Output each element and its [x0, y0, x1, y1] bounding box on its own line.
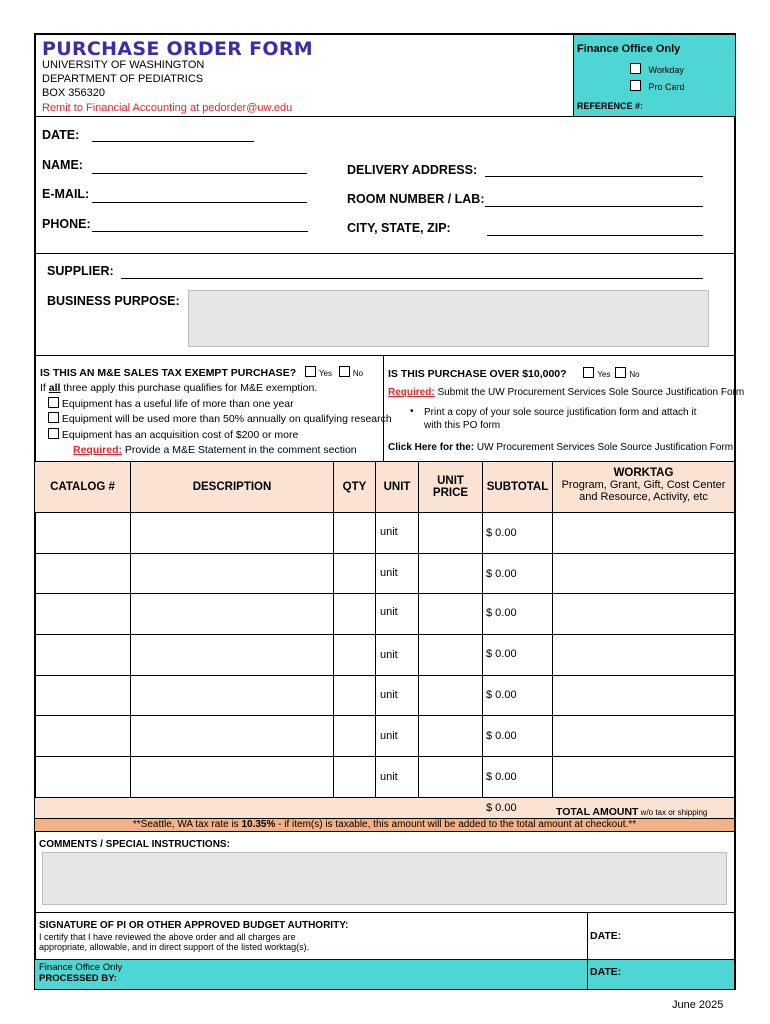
me-yes-label: Yes [318, 369, 333, 378]
criterion-checkbox[interactable] [48, 428, 59, 439]
criterion-checkbox[interactable] [48, 397, 59, 408]
comments-label: COMMENTS / SPECIAL INSTRUCTIONS: [39, 839, 230, 850]
org-name: UNIVERSITY OF WASHINGTON [42, 59, 205, 71]
processed-row [35, 959, 734, 989]
required-text: Submit the UW Procurement Services Sole Source Justification Form [434, 387, 745, 398]
procard-option[interactable] [630, 80, 685, 92]
criterion-checkbox[interactable] [48, 412, 59, 423]
over-required [388, 387, 744, 398]
supplier-field[interactable] [121, 278, 703, 279]
row-divider [35, 593, 734, 594]
me-intro-post: three apply this purchase qualifies for M&E exemption. [60, 382, 318, 394]
me-no-label: No [352, 369, 364, 378]
worktag-title: WORKTAG [613, 467, 674, 479]
row-7-unit[interactable]: unit [380, 771, 398, 783]
over-no-checkbox[interactable] [615, 367, 626, 378]
row-3-unit[interactable]: unit [380, 606, 398, 618]
row-6-unit[interactable]: unit [380, 730, 398, 742]
row-divider [35, 553, 734, 554]
divider [35, 253, 734, 254]
row-7-subtotal: $ 0.00 [486, 771, 517, 783]
total-note: w/o tax or shipping [638, 808, 708, 817]
over-question-text: IS THIS PURCHASE OVER $10,000? [388, 368, 567, 380]
tax-post: - if item(s) is taxable, this amount will be added to the total amount at checkout.** [275, 819, 637, 830]
row-divider [35, 756, 734, 757]
catalog-header: CATALOG # [50, 481, 115, 493]
supplier-label: SUPPLIER: [47, 264, 114, 278]
me-yes-checkbox[interactable] [305, 366, 316, 377]
divider [587, 959, 588, 989]
phone-field[interactable] [92, 231, 308, 232]
date-label: DATE: [42, 128, 80, 142]
unit-header: UNIT [383, 481, 411, 493]
me-intro-pre: If [40, 382, 49, 394]
department: DEPARTMENT OF PEDIATRICS [42, 73, 204, 85]
worktag-subtitle: Program, Grant, Gift, Cost Center and Resource, Activity, etc [561, 479, 726, 503]
subtotal-header: SUBTOTAL [486, 481, 549, 493]
tax-note [35, 819, 734, 831]
over-no-label: No [629, 370, 640, 379]
me-criterion-3[interactable] [48, 428, 298, 441]
over-bullet: Print a copy of your sole source justification form and attach it with this PO form [424, 407, 697, 431]
total-label-text: TOTAL AMOUNT [556, 806, 639, 818]
name-field[interactable] [92, 173, 307, 174]
me-intro [40, 382, 317, 394]
divider [35, 116, 734, 117]
workday-option[interactable] [630, 63, 684, 75]
processed-finance: Finance Office Only [39, 962, 123, 973]
row-6-subtotal: $ 0.00 [486, 730, 517, 742]
click-text: UW Procurement Services Sole Source Justification Form [474, 442, 734, 453]
room-label: ROOM NUMBER / LAB: [347, 192, 485, 206]
row-5-subtotal: $ 0.00 [486, 689, 517, 701]
sole-source-link[interactable] [388, 442, 733, 453]
row-divider [35, 634, 734, 635]
procard-checkbox[interactable] [630, 80, 641, 91]
workday-label: Workday [648, 65, 684, 75]
row-divider [35, 715, 734, 716]
city-field[interactable] [487, 235, 703, 236]
worktag-header [553, 467, 734, 503]
comments-input[interactable] [42, 852, 727, 905]
me-required [73, 444, 357, 456]
required-text: Provide a M&E Statement in the comment section [122, 444, 357, 456]
over-question [388, 367, 640, 380]
me-criterion-1[interactable] [48, 397, 294, 410]
over-yes-label: Yes [597, 370, 611, 379]
row-1-subtotal: $ 0.00 [486, 527, 517, 539]
name-label: NAME: [42, 158, 83, 172]
over-bullet-dot: • [410, 406, 414, 417]
row-2-subtotal: $ 0.00 [486, 568, 517, 580]
delivery-label: DELIVERY ADDRESS: [347, 163, 478, 177]
procard-label: Pro Card [648, 82, 685, 92]
purpose-label: BUSINESS PURPOSE: [47, 294, 180, 308]
row-3-subtotal: $ 0.00 [486, 607, 517, 619]
signature-certify: I certify that I have reviewed the above order and all charges are appropriate, allowable, and in direct support of the listed worktag(s). [39, 932, 310, 952]
divider [383, 355, 384, 461]
column-divider [375, 461, 376, 797]
row-4-unit[interactable]: unit [380, 649, 398, 661]
remit-line: Remit to Financial Accounting at pedorder@uw.edu [42, 102, 293, 114]
row-2-unit[interactable]: unit [380, 567, 398, 579]
column-divider [418, 461, 419, 797]
over-yes-checkbox[interactable] [583, 367, 594, 378]
required-label: Required: [73, 444, 123, 456]
qty-header: QTY [342, 481, 367, 493]
required-label: Required: [388, 387, 435, 398]
me-no-checkbox[interactable] [339, 366, 350, 377]
city-label: CITY, STATE, ZIP: [347, 221, 451, 235]
email-field[interactable] [92, 202, 307, 203]
form-title: PURCHASE ORDER FORM [42, 38, 313, 60]
column-divider [333, 461, 334, 797]
box-number: BOX 356320 [42, 87, 105, 99]
reference-label: REFERENCE #: [577, 101, 644, 111]
tax-pre: **Seattle, WA tax rate is [132, 819, 242, 830]
signature-date-label: DATE: [590, 930, 622, 942]
version-date: June 2025 [672, 999, 724, 1011]
divider [35, 912, 734, 913]
delivery-field[interactable] [485, 176, 703, 177]
tax-rate: 10.35% [241, 819, 276, 830]
email-label: E-MAIL: [42, 187, 90, 201]
signature-title: SIGNATURE OF PI OR OTHER APPROVED BUDGET AUTHORITY: [39, 920, 349, 931]
me-intro-all: all [48, 382, 61, 394]
column-divider [130, 461, 131, 797]
phone-label: PHONE: [42, 217, 91, 231]
workday-checkbox[interactable] [630, 63, 641, 74]
unit-price-header: UNIT PRICE [432, 475, 469, 499]
criterion-label: Equipment has an acquisition cost of $200 or more [61, 429, 299, 441]
click-label: Click Here for the: [388, 442, 475, 453]
row-4-subtotal: $ 0.00 [486, 648, 517, 660]
me-question-text: IS THIS AN M&E SALES TAX EXEMPT PURCHASE? [40, 367, 297, 379]
criterion-label: Equipment has a useful life of more than one year [61, 398, 294, 410]
room-field[interactable] [485, 206, 703, 207]
divider [35, 355, 734, 356]
finance-office-title: Finance Office Only [577, 43, 681, 55]
column-divider [482, 461, 483, 797]
column-divider [552, 461, 553, 797]
row-5-unit[interactable]: unit [380, 689, 398, 701]
total-value: $ 0.00 [486, 802, 517, 814]
me-question [40, 366, 363, 379]
me-criterion-2[interactable] [48, 412, 392, 425]
processed-date-label: DATE: [590, 966, 622, 978]
criterion-label: Equipment will be used more than 50% annually on qualifying research [61, 413, 392, 425]
row-divider [35, 675, 734, 676]
description-header: DESCRIPTION [192, 481, 272, 493]
date-field[interactable] [92, 141, 254, 142]
business-purpose-input[interactable] [188, 290, 709, 347]
processed-by-label: PROCESSED BY: [39, 973, 117, 984]
row-1-unit[interactable]: unit [380, 526, 398, 538]
